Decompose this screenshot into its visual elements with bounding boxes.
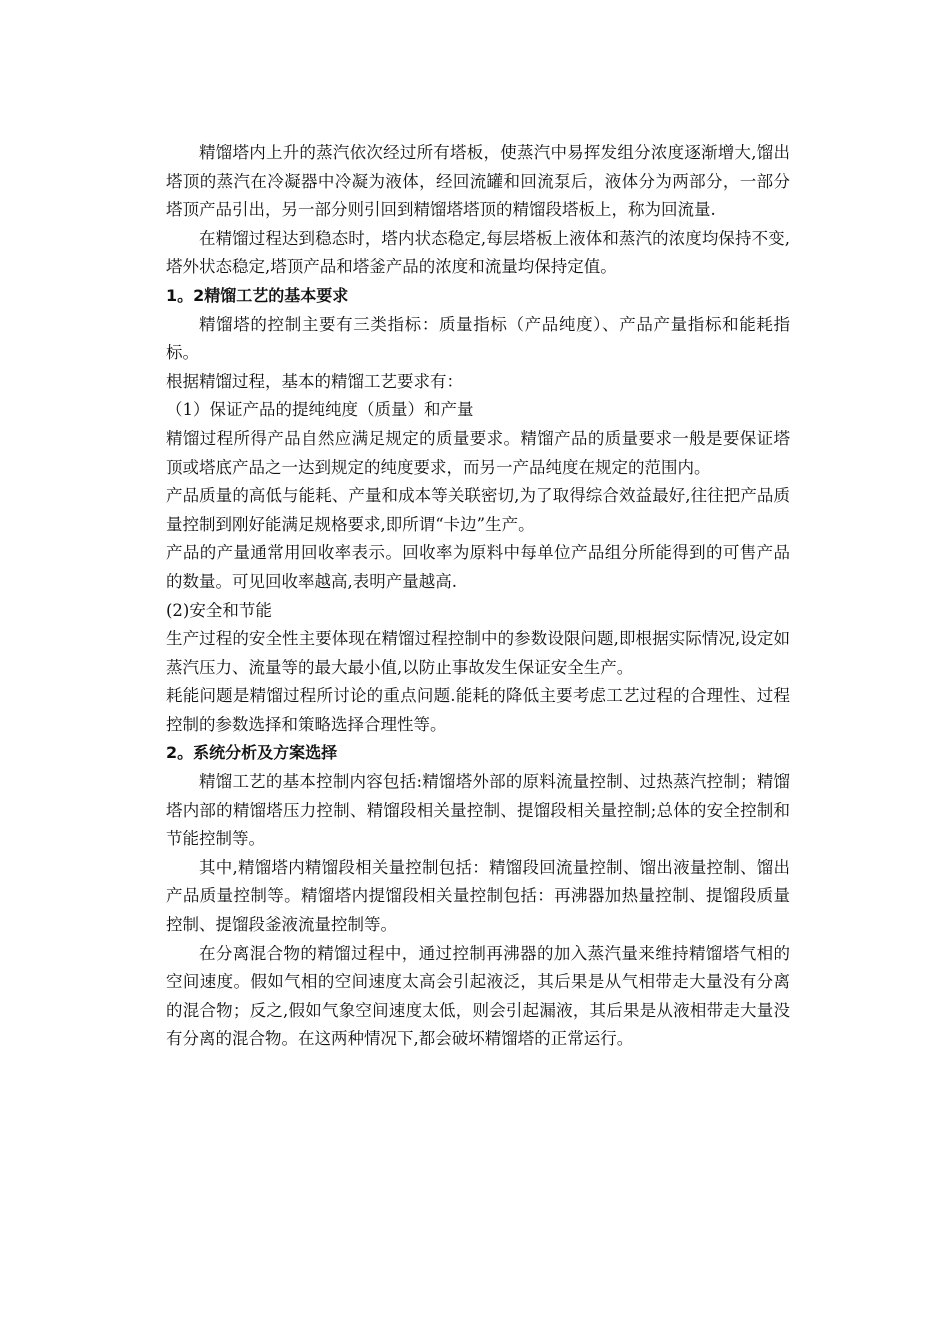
paragraph-quality-cost: 产品质量的高低与能耗、产量和成本等关联密切,为了取得综合效益最好,往往把产品质量控制到刚好能满足规格要求,即所谓“卡边”生产。 (166, 486, 790, 534)
paragraph-section-control: 其中,精馏塔内精馏段相关量控制包括：精馏段回流量控制、馏出液量控制、馏出产品质量控制等。精馏塔内提馏段相关量控制包括：再沸器加热量控制、提馏段质量控制、提馏段釜液流量控制等。 (166, 857, 790, 935)
paragraph-energy: 耗能问题是精馏过程所讨论的重点问题.能耗的降低主要考虑工艺过程的合理性、过程控制的参数选择和策略选择合理性等。 (166, 686, 790, 734)
paragraph-vapor-velocity: 在分离混合物的精馏过程中，通过控制再沸器的加入蒸汽量来维持精馏塔气相的空间速度。假如气相的空间速度太高会引起液泛，其后果是从气相带走大量没有分离的混合物；反之,假如气象空间速度太低，则会引起漏液，其后果是从液相带走大量没有分离的混合物。在这两种情况下,都会破坏精馏塔的正常运行。 (166, 943, 790, 1049)
section-heading-1-2: 1。2精馏工艺的基本要求 (166, 285, 349, 305)
paragraph-basic-control: 精馏工艺的基本控制内容包括:精馏塔外部的原料流量控制、过热蒸汽控制；精馏塔内部的精馏塔压力控制、精馏段相关量控制、提馏段相关量控制;总体的安全控制和节能控制等。 (166, 772, 790, 849)
paragraph-quality-requirement: 精馏过程所得产品自然应满足规定的质量要求。精馏产品的质量要求一般是要保证塔顶或塔底产品之一达到规定的纯度要求，而另一产品纯度在规定的范围内。 (166, 428, 790, 477)
paragraph-steady-state: 在精馏过程达到稳态时，塔内状态稳定,每层塔板上液体和蒸汽的浓度均保持不变,塔外状态稳定,塔顶产品和塔釜产品的浓度和流量均保持定值。 (166, 228, 790, 277)
paragraph-requirements-intro: 根据精馏过程，基本的精馏工艺要求有： (166, 371, 463, 391)
paragraph-safety: 生产过程的安全性主要体现在精馏过程控制中的参数设限问题,即根据实际情况,设定如蒸汽压力、流量等的最大最小值,以防止事故发生保证安全生产。 (166, 629, 790, 677)
list-item-purity: （1）保证产品的提纯纯度（质量）和产量 (166, 400, 474, 420)
section-heading-2: 2。系统分析及方案选择 (166, 743, 338, 763)
paragraph-recovery-rate: 产品的产量通常用回收率表示。回收率为原料中每单位产品组分所能得到的可售产品的数量。可见回收率越高,表明产量越高. (166, 543, 790, 591)
paragraph-control-indicators: 精馏塔的控制主要有三类指标：质量指标（产品纯度）、产品产量指标和能耗指标。 (166, 314, 790, 363)
document-page (166, 139, 790, 1054)
list-item-safety: (2)安全和节能 (166, 600, 272, 620)
paragraph-column-vapor: 精馏塔内上升的蒸汽依次经过所有塔板，使蒸汽中易挥发组分浓度逐渐增大,馏出塔顶的蒸汽在冷凝器中冷凝为液体，经回流罐和回流泵后，液体分为两部分，一部分塔顶产品引出，另一部分则引回到精馏塔塔顶的精馏段塔板上，称为回流量. (166, 143, 790, 220)
